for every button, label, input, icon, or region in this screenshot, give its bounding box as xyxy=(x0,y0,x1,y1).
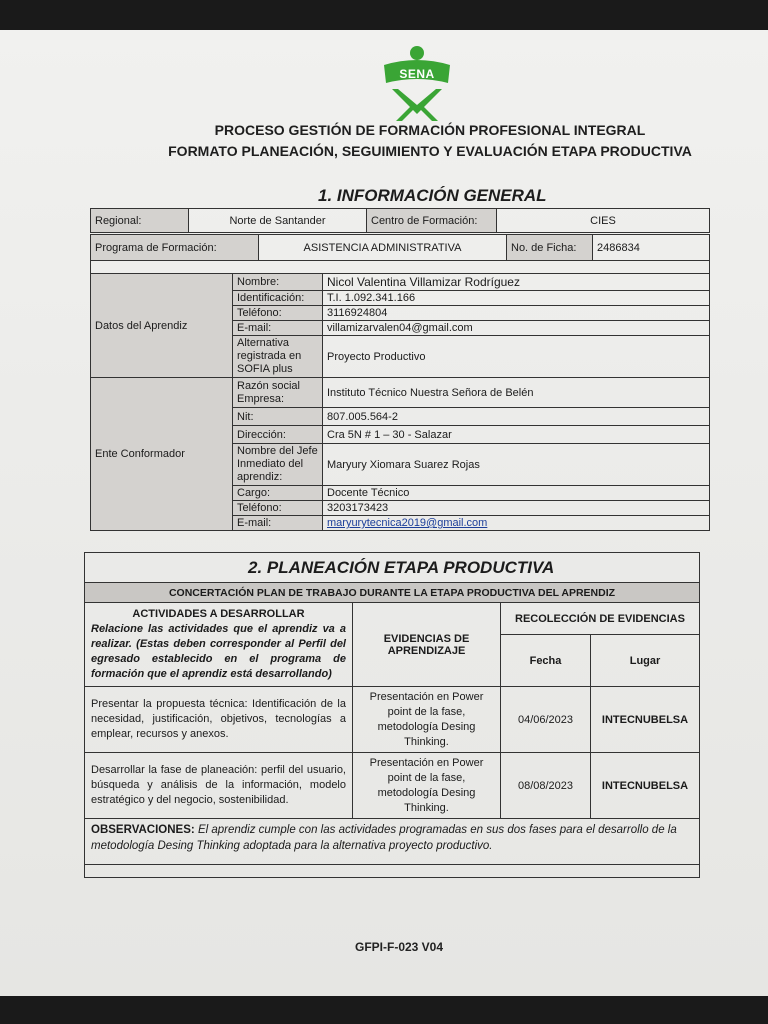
fecha-1: 04/06/2023 xyxy=(501,687,591,753)
fecha-header: Fecha xyxy=(501,635,591,687)
identificacion-value: T.I. 1.092.341.166 xyxy=(323,291,710,306)
ente-group-label: Ente Conformador xyxy=(91,378,233,531)
direccion-value: Cra 5N # 1 – 30 - Salazar xyxy=(323,426,710,444)
regional-table xyxy=(90,208,710,233)
programa-value: ASISTENCIA ADMINISTRATIVA xyxy=(259,235,507,261)
evidencias-header: EVIDENCIAS DE APRENDIZAJE xyxy=(353,603,501,687)
regional-value: Norte de Santander xyxy=(189,209,367,233)
email-value: villamizarvalen04@gmail.com xyxy=(323,321,710,336)
lugar-header: Lugar xyxy=(591,635,700,687)
telefono2-label: Teléfono: xyxy=(233,501,323,516)
ficha-label: No. de Ficha: xyxy=(507,235,593,261)
actividades-instructions: Relacione las actividades que el aprendiz va a realizar. (Estas deben corresponder al Perfil del egresado establecido en el programa de formación que el aprendiz está desarrollando) xyxy=(91,623,346,680)
observaciones-text: El aprendiz cumple con las actividades programadas en sus dos fases para el desarrollo de la metodología Desing Thinking adoptada para la alternativa proyecto productivo. xyxy=(91,824,677,852)
email-label: E-mail: xyxy=(233,321,323,336)
nit-value: 807.005.564-2 xyxy=(323,408,710,426)
telefono-label: Teléfono: xyxy=(233,306,323,321)
telefono2-value: 3203173423 xyxy=(323,501,710,516)
section1-title: 1. INFORMACIÓN GENERAL xyxy=(318,186,547,205)
actividad-2: Desarrollar la fase de planeación: perfil del usuario, búsqueda y análisis de la información, modelo estratégico y del negocio, sostenibilidad. xyxy=(85,753,353,819)
telefono-value: 3116924804 xyxy=(323,306,710,321)
logo-text: SENA xyxy=(399,67,435,81)
recoleccion-header: RECOLECCIÓN DE EVIDENCIAS xyxy=(501,603,700,635)
centro-label: Centro de Formación: xyxy=(367,209,497,233)
cargo-value: Docente Técnico xyxy=(323,486,710,501)
email2-label: E-mail: xyxy=(233,516,323,531)
centro-value: CIES xyxy=(497,209,710,233)
regional-label: Regional: xyxy=(91,209,189,233)
lugar-1: INTECNUBELSA xyxy=(591,687,700,753)
programa-table xyxy=(90,234,710,261)
ficha-value: 2486834 xyxy=(593,235,710,261)
nit-label: Nit: xyxy=(233,408,323,426)
nombre-label: Nombre: xyxy=(233,274,323,291)
alternativa-value: Proyecto Productivo xyxy=(323,336,710,378)
actividades-header: ACTIVIDADES A DESARROLLAR xyxy=(132,608,305,620)
planeacion-table xyxy=(84,582,700,865)
cargo-label: Cargo: xyxy=(233,486,323,501)
razon-label: Razón social Empresa: xyxy=(233,378,323,408)
actividad-1: Presentar la propuesta técnica: Identificación de la necesidad, justificación, objetivos, tecnologías a emplear, recursos y anexos. xyxy=(85,687,353,753)
document-titles xyxy=(0,120,768,162)
identificacion-label: Identificación: xyxy=(233,291,323,306)
lugar-2: INTECNUBELSA xyxy=(591,753,700,819)
direccion-label: Dirección: xyxy=(233,426,323,444)
section2-title: 2. PLANEACIÓN ETAPA PRODUCTIVA xyxy=(248,558,555,577)
evidencia-1: Presentación en Power point de la fase, metodología Desing Thinking. xyxy=(353,687,501,753)
sena-logo xyxy=(382,45,452,123)
actividades-header-cell xyxy=(85,603,353,687)
razon-value: Instituto Técnico Nuestra Señora de Belén xyxy=(323,378,710,408)
spacer-row xyxy=(91,261,710,274)
observaciones-label: OBSERVACIONES: xyxy=(91,824,195,836)
alternativa-label: Alternativa registrada en SOFIA plus xyxy=(233,336,323,378)
planeacion-subtitle: CONCERTACIÓN PLAN DE TRABAJO DURANTE LA ETAPA PRODUCTIVA DEL APRENDIZ xyxy=(85,583,700,603)
evidencia-2: Presentación en Power point de la fase, metodología Desing Thinking. xyxy=(353,753,501,819)
title-line-1: PROCESO GESTIÓN DE FORMACIÓN PROFESIONAL INTEGRAL xyxy=(214,122,646,138)
programa-label: Programa de Formación: xyxy=(91,235,259,261)
nombre-value: Nicol Valentina Villamizar Rodríguez xyxy=(323,274,710,291)
aprendiz-group-label: Datos del Aprendiz xyxy=(91,274,233,378)
jefe-label: Nombre del Jefe Inmediato del aprendiz: xyxy=(233,444,323,486)
footer-code: GFPI-F-023 V04 xyxy=(355,940,444,954)
title-line-2: FORMATO PLANEACIÓN, SEGUIMIENTO Y EVALUACIÓN ETAPA PRODUCTIVA xyxy=(168,143,692,159)
observaciones-cell xyxy=(85,819,700,865)
fecha-2: 08/08/2023 xyxy=(501,753,591,819)
aprendiz-ente-table xyxy=(90,260,710,531)
jefe-value: Maryury Xiomara Suarez Rojas xyxy=(323,444,710,486)
email2-link[interactable]: maryurytecnica2019@gmail.com xyxy=(327,517,488,529)
